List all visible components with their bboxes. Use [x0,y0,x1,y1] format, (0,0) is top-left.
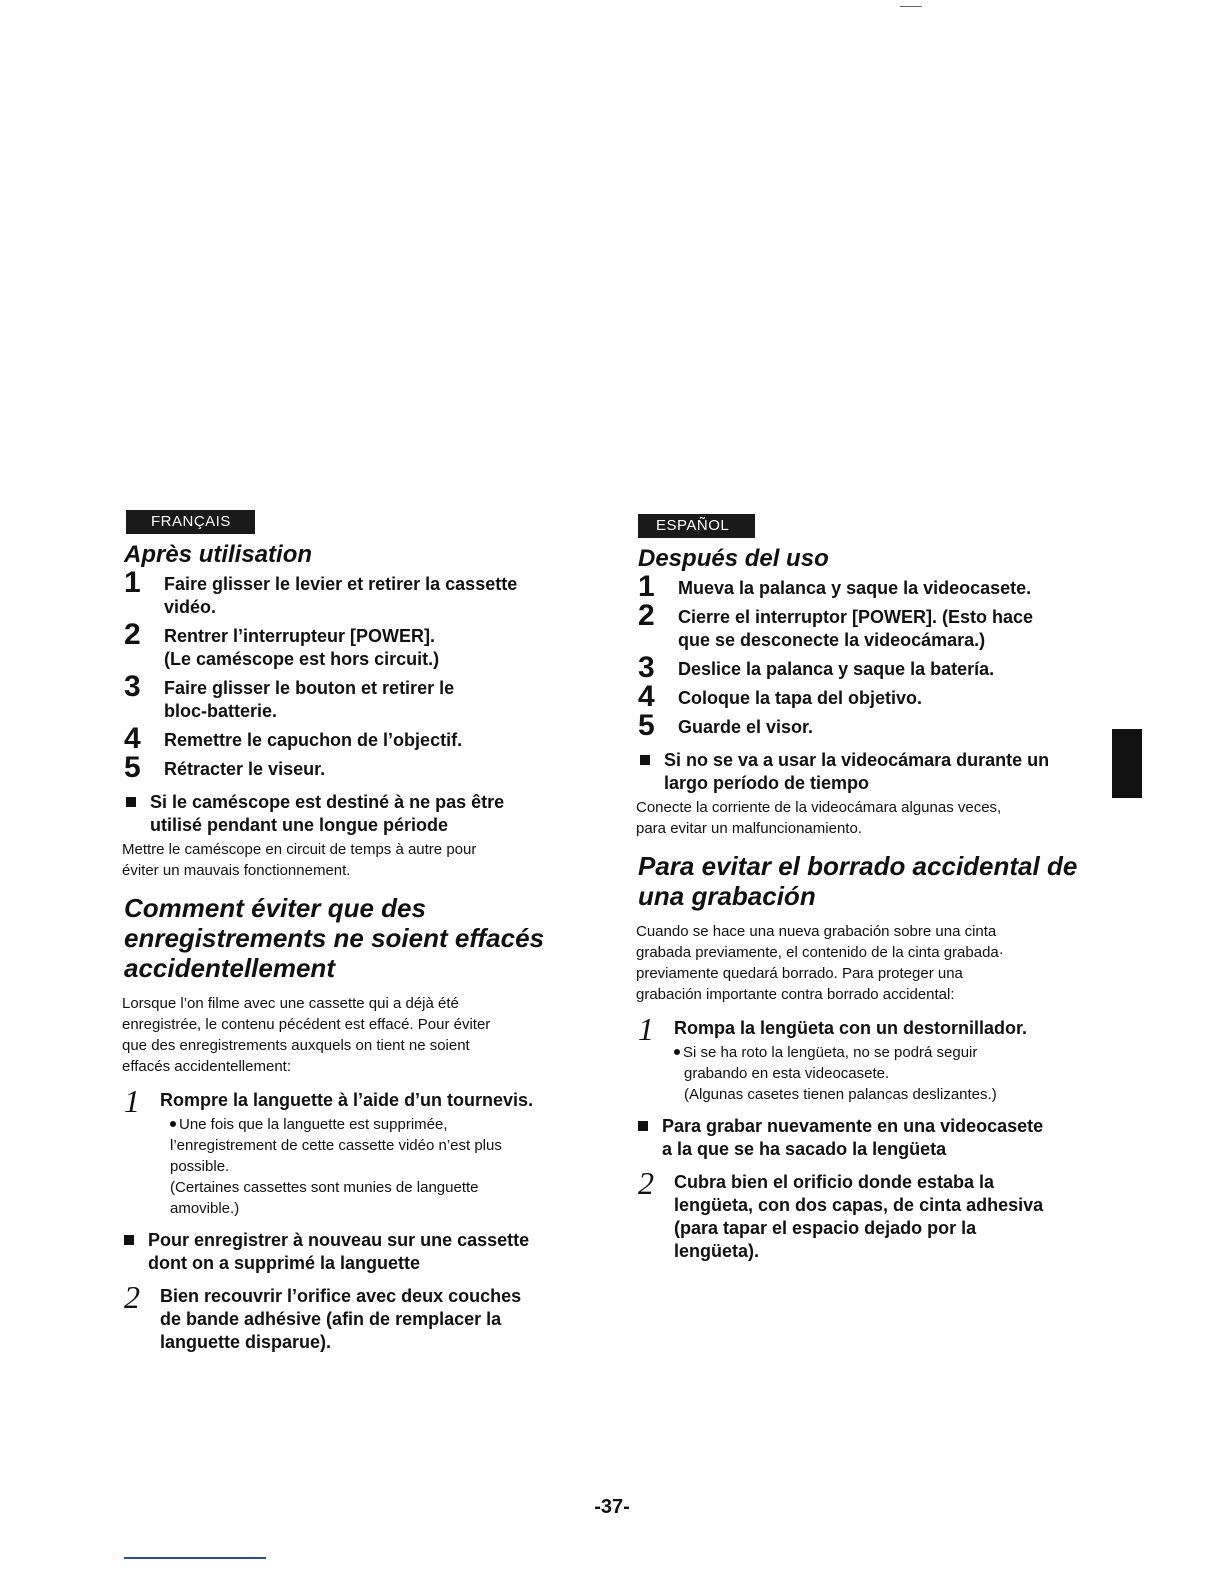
title-line: enregistrements ne soient effacés [124,923,545,953]
step-text: Faire glisser le levier et retirer la cassette [164,574,518,594]
step-text: Bien recouvrir l’orifice avec deux couches [160,1286,522,1306]
note-long-storage-es [636,797,1084,839]
step-text: Rompa la lengüeta con un destornillador. [674,1018,1028,1038]
step-text: (Le caméscope est hors circuit.) [164,649,440,669]
sub-text: grabando en esta videocasete. [684,1065,890,1082]
step-text: Mueva la palanca y saque la videocasete. [678,578,1032,598]
square-bullet-icon [640,755,650,765]
bullet-text: largo período de tiempo [664,773,870,793]
step-i1-es [634,1011,1084,1105]
step-4-es [634,680,1084,713]
section-title-after-use-fr: Après utilisation [124,541,313,568]
title-line: Comment éviter que des [124,893,426,923]
step-number: 5 [124,751,141,784]
square-bullet-icon [638,1121,648,1131]
step-number: 2 [638,1165,654,1201]
step-text: Rompre la languette à l’aide d’un tournevis. [160,1090,534,1110]
sub-text: (Certaines cassettes sont munies de languette [170,1179,479,1196]
step-text: lengüeta, con dos capas, de cinta adhesiva [674,1195,1044,1215]
title-line: Para evitar el borrado accidental de [638,851,1078,881]
sub-text: l’enregistrement de cette cassette vidéo n’est plus [170,1137,502,1154]
step-text: Cubra bien el orificio donde estaba la [674,1172,995,1192]
step-number: 1 [638,1011,654,1047]
bullet-text: utilisé pendant une longue période [150,815,449,835]
bullet-rerecord-es [634,1115,1084,1161]
step-text: Rentrer l’interrupteur [POWER]. [164,626,436,646]
step-number: 2 [124,1279,140,1315]
step-number: 2 [638,599,655,632]
note-text: para evitar un malfuncionamiento. [636,820,862,837]
step-text: Deslice la palanca y saque la batería. [678,659,995,679]
intro-text: previamente quedará borrado. Para proteger una [636,965,963,982]
step-3-es [634,651,1084,684]
page-number: -37- [594,1496,630,1518]
bullet-rerecord-fr [120,1229,570,1275]
bullet-text: dont on a supprimé la languette [148,1253,421,1273]
note-long-storage-fr [122,839,570,881]
step-i1-sub-es [674,1042,1084,1105]
intro-text: effacés accidentellement: [122,1058,291,1075]
sub-text: amovible.) [170,1200,240,1217]
intro-text: grabación importante contra borrado accidental: [636,986,955,1003]
step-number: 5 [638,709,655,742]
step-3-fr [120,670,570,723]
step-number: 1 [124,566,141,599]
intro-erase-protect-es [636,921,1084,1005]
step-text: Faire glisser le bouton et retirer le [164,678,455,698]
dot-bullet-icon [674,1049,680,1055]
intro-text: grabada previamente, el contenido de la cinta grabada· [636,944,1004,961]
step-text: (para tapar el espacio dejado por la [674,1218,977,1238]
spanish-column [634,514,1084,1269]
french-column [120,510,570,1360]
footer-rule [124,1557,266,1559]
square-bullet-icon [126,797,136,807]
bullet-text: Para grabar nuevamente en una videocasete [662,1116,1044,1136]
step-number: 4 [638,680,655,713]
intro-text: enregistrée, le contenu pécédent est effacé. Pour éviter [122,1016,491,1033]
step-i1-fr [120,1083,570,1219]
note-text: Mettre le caméscope en circuit de temps à autre pour [122,841,477,858]
bullet-long-storage-es [634,749,1084,795]
step-number: 1 [124,1083,140,1119]
sub-text: possible. [170,1158,230,1175]
step-1-es [634,570,1084,603]
intro-text: Lorsque l’on filme avec une cassette qui a déjà été [122,995,459,1012]
step-5-fr [120,751,570,784]
step-1-fr [120,566,570,619]
section-title-erase-protect-es [638,851,1084,911]
step-number: 4 [124,722,141,755]
bullet-text: a la que se ha sacado la lengüeta [662,1139,947,1159]
step-text: languette disparue). [160,1332,332,1352]
intro-erase-protect-fr [122,993,570,1077]
step-4-fr [120,722,570,755]
title-line: accidentellement [124,953,335,983]
step-text: Cierre el interruptor [POWER]. (Esto hace [678,607,1034,627]
bullet-text: Si le caméscope est destiné à ne pas être [150,792,505,812]
step-text: vidéo. [164,597,217,617]
title-line: una grabación [638,881,816,911]
sub-text: Si se ha roto la lengüeta, no se podrá seguir [683,1044,978,1061]
step-text: Rétracter le viseur. [164,759,326,779]
step-i2-es [634,1165,1084,1263]
step-i1-sub-fr [160,1114,570,1219]
step-5-es [634,709,1084,742]
step-number: 1 [638,570,655,603]
square-bullet-icon [124,1235,134,1245]
bullet-text: Pour enregistrer à nouveau sur une cassette [148,1230,530,1250]
step-text: que se desconecte la videocámara.) [678,630,986,650]
language-badge-spanish: ESPAÑOL [638,514,755,538]
note-text: éviter un mauvais fonctionnement. [122,862,351,879]
section-title-erase-protect-fr [124,893,570,983]
intro-text: Cuando se hace una nueva grabación sobre una cinta [636,923,997,940]
scan-mark [900,6,922,7]
step-text: lengüeta). [674,1241,760,1261]
sub-text: Une fois que la languette est supprimée, [179,1116,448,1133]
dot-bullet-icon [170,1121,176,1127]
step-text: Guarde el visor. [678,717,814,737]
note-text: Conecte la corriente de la videocámara algunas veces, [636,799,1002,816]
step-text: Remettre le capuchon de l’objectif. [164,730,463,750]
step-2-es [634,599,1084,652]
step-2-fr [120,618,570,671]
step-i2-fr [120,1279,570,1354]
language-badge-french: FRANÇAIS [126,510,255,534]
bullet-long-storage-fr [120,791,570,837]
section-edge-tab [1112,729,1142,798]
step-number: 3 [124,670,141,703]
step-number: 2 [124,618,141,651]
step-text: bloc-batterie. [164,701,278,721]
sub-text: (Algunas casetes tienen palancas deslizantes.) [684,1086,997,1103]
bullet-text: Si no se va a usar la videocámara durante un [664,750,1050,770]
intro-text: que des enregistrements auxquels on tient ne soient [122,1037,470,1054]
step-number: 3 [638,651,655,684]
step-text: de bande adhésive (afin de remplacer la [160,1309,502,1329]
section-title-after-use-es: Después del uso [638,545,829,572]
step-text: Coloque la tapa del objetivo. [678,688,923,708]
